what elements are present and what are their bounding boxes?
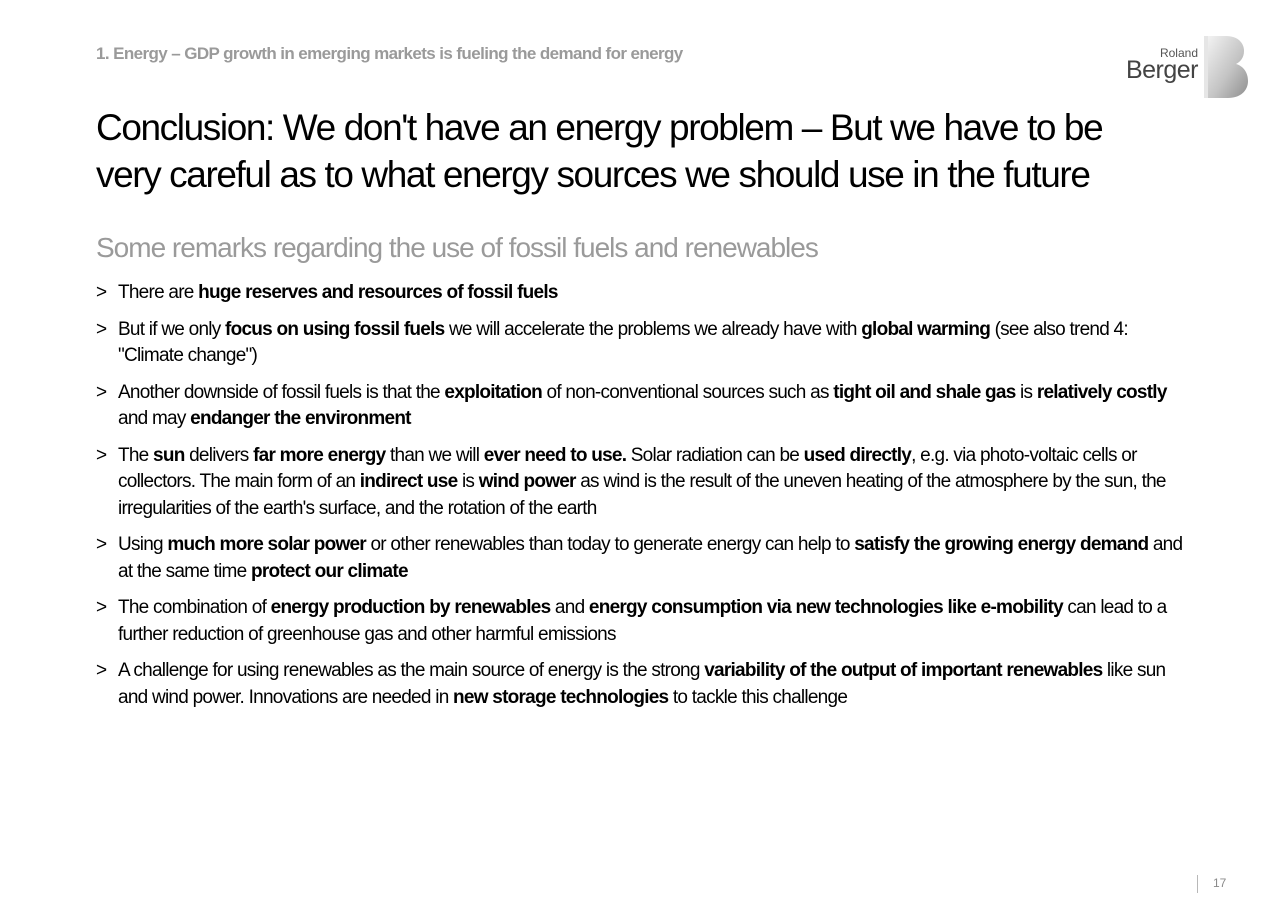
bullet-text-bold: exploitation <box>444 381 543 403</box>
bullet-text: A challenge for using renewables as the main source of energy is the strong <box>118 660 705 681</box>
bullet-text: and at the same time <box>118 534 1183 582</box>
bullet-marker: > <box>96 597 107 618</box>
bullet-marker: > <box>96 534 107 555</box>
bullet-text-bold: variability of the output of important renewables <box>704 660 1103 681</box>
roland-berger-logo <box>1122 36 1250 98</box>
bullet-text: or other renewables than today to generate energy can help to <box>365 534 855 555</box>
bullet-text: and may <box>118 408 191 429</box>
bullet-text-bold: new storage technologies <box>453 686 669 708</box>
bullet-text-bold: energy production by renewables <box>270 597 551 618</box>
bullet-text-bold: tight oil and shale gas <box>833 381 1016 403</box>
bullet-text-bold: endanger the environment <box>190 408 411 429</box>
bullet-item <box>96 595 1196 648</box>
bullet-text-bold: protect our climate <box>250 560 408 582</box>
bullet-item <box>96 532 1196 585</box>
subtitle: Some remarks regarding the use of fossil fuels and renewables <box>96 232 818 263</box>
bullet-text-bold: global warming <box>861 318 991 340</box>
bullet-text: as wind is the result of the uneven heating of the atmosphere by the sun, the irregularities of the earth's surface, and the rotation of the earth <box>118 471 1166 519</box>
bullet-text-bold: much more solar power <box>167 534 366 555</box>
bullet-item <box>96 317 1196 370</box>
bullet-item <box>96 280 1196 307</box>
bullet-text-bold: energy consumption via new technologies like e-mobility <box>588 597 1063 618</box>
bullet-text: is <box>1015 381 1037 403</box>
bullet-marker: > <box>96 660 107 681</box>
bullet-text: of non-conventional sources such as <box>542 381 834 403</box>
bullet-text: , e.g. via photo-voltaic cells or collectors. The main form of an <box>118 444 1137 492</box>
bullet-item <box>96 658 1196 711</box>
bullet-text-bold: wind power <box>478 471 576 492</box>
section-label: 1. Energy – GDP growth in emerging markets is fueling the demand for energy <box>96 44 683 63</box>
bullet-text: Solar radiation can be <box>626 444 804 466</box>
bullet-marker: > <box>96 444 107 466</box>
bullet-text: The <box>118 444 154 466</box>
title-line-2: very careful as to what energy sources we should use in the future <box>96 154 1090 195</box>
bullet-text: we will accelerate the problems we already have with <box>444 318 862 340</box>
bullet-text-bold: huge reserves and resources of fossil fuels <box>198 282 558 303</box>
bullet-text: There are <box>118 282 199 303</box>
title-line-1: Conclusion: We don't have an energy problem – But we have to be <box>96 107 1103 148</box>
bullet-text-bold: used directly <box>803 444 912 466</box>
bullet-text: than we will <box>385 444 484 466</box>
logo-berger-text: Berger <box>1125 56 1198 84</box>
bullet-item <box>96 380 1196 433</box>
bullet-text: Using <box>118 534 168 555</box>
bullet-marker: > <box>96 282 107 303</box>
bullet-text: is <box>457 471 479 492</box>
bullet-text: to tackle this challenge <box>668 686 848 708</box>
bullet-text-bold: satisfy the growing energy demand <box>854 534 1149 555</box>
bullet-text: delivers <box>184 444 254 466</box>
page-number: 17 <box>1213 876 1227 890</box>
bullet-item <box>96 443 1196 523</box>
bullet-text: and <box>550 597 589 618</box>
page-title <box>96 104 1216 198</box>
bullet-text-bold: far more energy <box>253 444 386 466</box>
bullet-text-bold: relatively costly <box>1036 381 1167 403</box>
footer-divider <box>1197 875 1198 893</box>
bullet-text: like sun and wind power. Innovations are needed in <box>118 660 1166 708</box>
bullet-text: can lead to a further reduction of greenhouse gas and other harmful emissions <box>118 597 1167 645</box>
logo-b-icon <box>1204 36 1250 98</box>
bullet-marker: > <box>96 318 107 340</box>
bullet-text: (see also trend 4: "Climate change") <box>118 318 1128 366</box>
bullet-text: Another downside of fossil fuels is that the <box>118 381 445 403</box>
bullet-text: The combination of <box>118 597 271 618</box>
bullet-text-bold: sun <box>153 444 185 466</box>
bullet-text-bold: indirect use <box>359 471 458 492</box>
bullet-text-bold: focus on using fossil fuels <box>225 318 445 340</box>
logo-roland-text: Roland <box>1159 46 1198 60</box>
bullet-text: But if we only <box>118 318 226 340</box>
bullet-marker: > <box>96 381 107 403</box>
bullet-list <box>96 280 1196 721</box>
bullet-text-bold: ever need to use. <box>483 444 627 466</box>
